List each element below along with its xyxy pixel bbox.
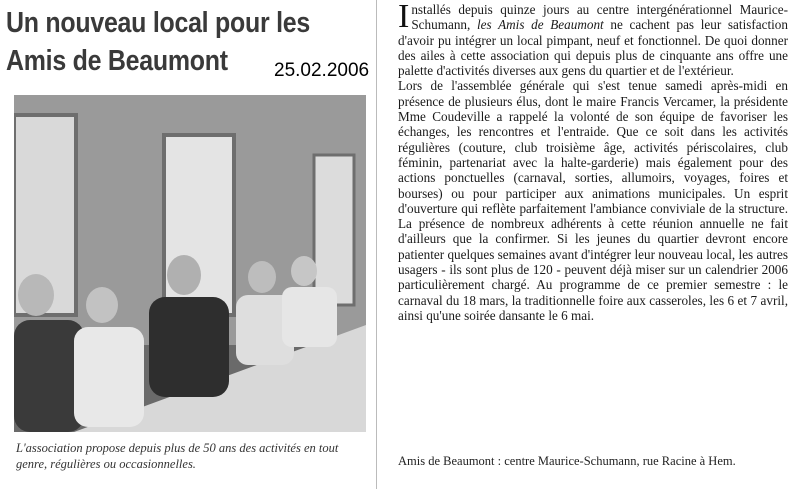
article-signature: Amis de Beaumont : centre Maurice-Schumann, rue Racine à Hem.	[398, 454, 736, 468]
article-body	[398, 2, 788, 323]
article-paragraph-1: Installés depuis quinze jours au centre intergénérationnel Maurice-Schumann, les Amis de Beaumont ne cachent pas leur satisfaction d'avoir pu intégrer un local pimpant, neuf et fonctionnel. De quoi donner des ailes à cette association qui depuis plus de cinquante ans offre une palette d'activités diverses aux gens du quartier et de l'extérieur.	[398, 0, 788, 79]
article-paragraph-2: Lors de l'assemblée générale qui s'est tenue samedi après-midi en présence de plusieurs élus, dont le maire Francis Vercamer, la présidente Mme Coudeville a rappelé la volonté de son équipe de favoriser les échanges, les rencontres et l'entraide. Que ce soit dans les activités régulières (couture, club troisième âge, activités périscolaires, club féminin, partenariat avec la halte-garderie) mais également pour des actions ponctuelles (carnaval, sorties, allumoirs, voyages, foires et bourses) ou pour participer aux animations municipales. Un esprit d'ouverture qui reflète parfaitement l'ambiance conviviale de la structure. La présence de nombreux adhérents à cette réunion annuelle ne fait d'ailleurs que la confirmer. Si les jeunes du quartier devront encore patienter quelques semaines avant d'intégrer leur nouveau local, les autres usagers - ils sont plus de 120 - peuvent déjà miser sur un calendrier 2006 particulièrement chargé. Au programme de ce premier semestre : le carnaval du 18 mars, la traditionnelle foire aux casseroles, les 6 et 7 avril, ainsi qu'une soirée dansante le 6 mai.	[398, 78, 788, 323]
photo-illustration	[14, 95, 366, 432]
column-divider	[376, 0, 377, 489]
drop-cap: I	[398, 0, 410, 35]
photo-caption: L'association propose depuis plus de 50 ans des activités en tout genre, régulières ou occasionnelles.	[16, 441, 339, 471]
publication-date: 25.02.2006	[274, 60, 370, 81]
headline: Un nouveau local pour les Amis de Beaumont	[6, 7, 310, 77]
article-photo	[14, 95, 366, 432]
